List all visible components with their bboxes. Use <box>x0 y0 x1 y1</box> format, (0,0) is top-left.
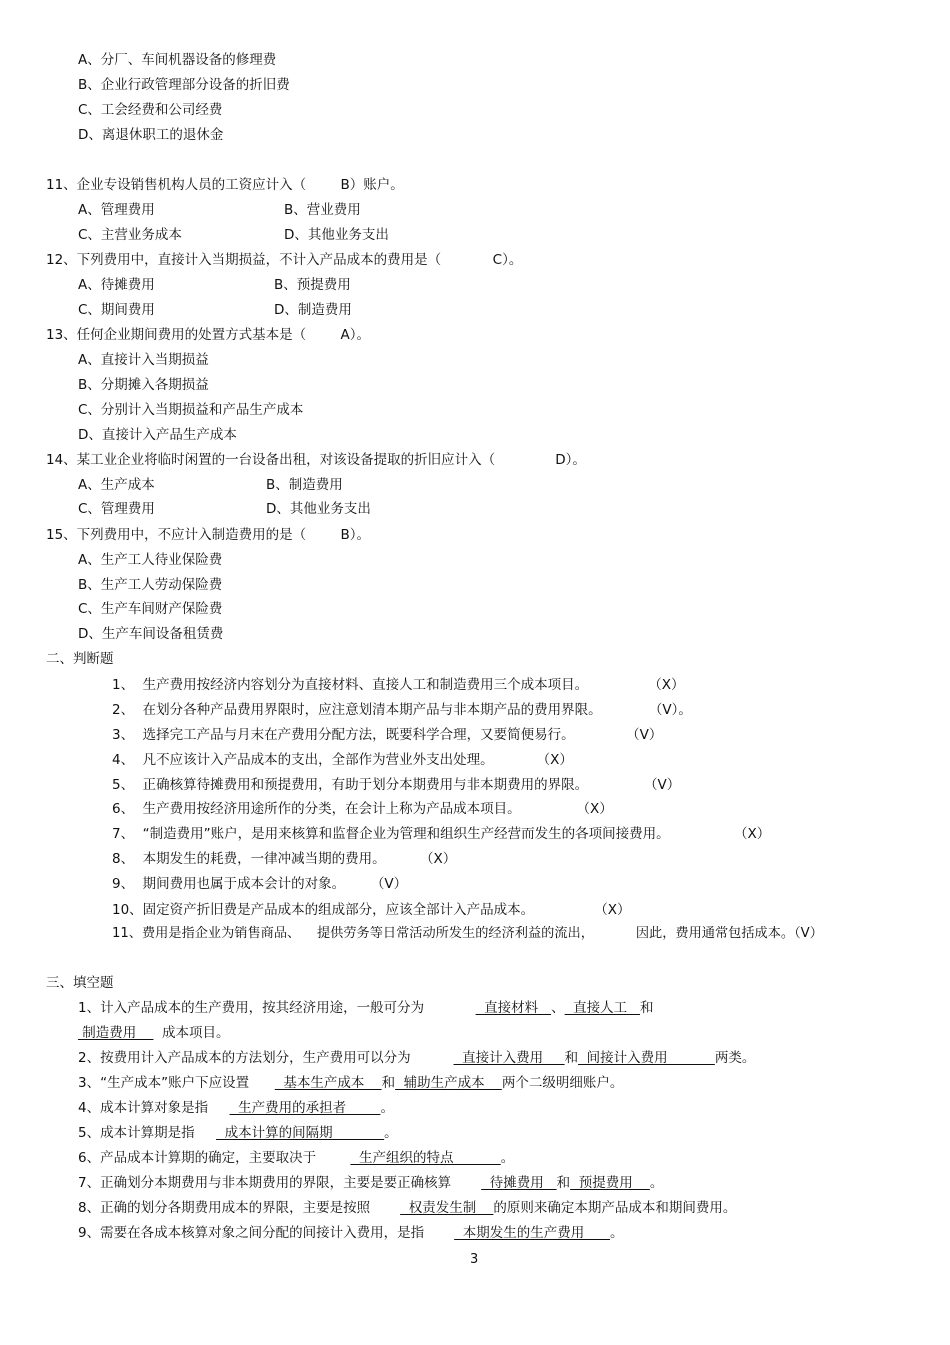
q15-option-d: D、生产车间设备租赁费 <box>78 626 224 642</box>
fill-item-8: 8、正确的划分各期费用成本的界限，主要是按照 权责发生制 的原则来确定本期产品成本和期间费用。 <box>78 1200 737 1216</box>
judge-item: 7、 “制造费用”账户，是用来核算和监督企业为管理和组织生产经营而发生的各项间接费用。 （X） <box>112 826 771 842</box>
q10-option-c: C、工会经费和公司经费 <box>78 102 223 118</box>
q12-option-b: B、预提费用 <box>274 277 351 293</box>
q15-option-a: A、生产工人待业保险费 <box>78 552 223 568</box>
q12-option-a: A、待摊费用 <box>78 277 155 293</box>
q13-option-b: B、分期摊入各期损益 <box>78 377 209 393</box>
q15-option-c: C、生产车间财产保险费 <box>78 601 223 617</box>
q11-option-a: A、管理费用 <box>78 202 155 218</box>
q13-option-c: C、分别计入当期损益和产品生产成本 <box>78 402 304 418</box>
judge-item: 2、 在划分各种产品费用界限时，应注意划清本期产品与非本期产品的费用界限。 （V）。 <box>112 702 692 718</box>
page-number: 3 <box>470 1252 479 1267</box>
q15-option-b: B、生产工人劳动保险费 <box>78 577 223 593</box>
q14-option-c: C、管理费用 <box>78 501 155 517</box>
fill-item-9: 9、需要在各成本核算对象之间分配的间接计入费用，是指 本期发生的生产费用 。 <box>78 1225 624 1241</box>
q12-stem: 12、下列费用中，直接计入当期损益，不计入产品成本的费用是（ C）。 <box>46 252 523 268</box>
fill-item-1-cont: 制造费用 成本项目。 <box>78 1025 230 1041</box>
q12-option-c: C、期间费用 <box>78 302 155 318</box>
fill-item-1: 1、计入产品成本的生产费用，按其经济用途，一般可分为 直接材料 、 直接人工 和 <box>78 1000 654 1016</box>
fill-item-4: 4、成本计算对象是指 生产费用的承担者 。 <box>78 1100 394 1116</box>
q10-option-b: B、企业行政管理部分设备的折旧费 <box>78 77 290 93</box>
q14-option-d: D、其他业务支出 <box>266 501 371 517</box>
q14-stem: 14、某工业企业将临时闲置的一台设备出租，对该设备提取的折旧应计入（ D）。 <box>46 452 586 468</box>
judge-item: 3、 选择完工产品与月末在产费用分配方法，既要科学合理，又要简便易行。 （V） <box>112 727 663 743</box>
judge-item: 5、 正确核算待摊费用和预提费用，有助于划分本期费用与非本期费用的界限。 （V） <box>112 777 681 793</box>
fill-item-3: 3、“生产成本”账户下应设置 基本生产成本 和 辅助生产成本 两个二级明细账户。 <box>78 1075 624 1091</box>
q11-option-d: D、其他业务支出 <box>284 227 389 243</box>
q13-stem: 13、任何企业期间费用的处置方式基本是（ A）。 <box>46 327 370 343</box>
q10-option-a: A、分厂、车间机器设备的修理费 <box>78 52 277 68</box>
q13-option-a: A、直接计入当期损益 <box>78 352 209 368</box>
judge-heading: 二、判断题 <box>46 651 114 667</box>
q10-option-d: D、离退休职工的退休金 <box>78 127 224 143</box>
fill-heading: 三、填空题 <box>46 975 114 991</box>
judge-item: 4、 凡不应该计入产品成本的支出，全部作为营业外支出处理。 （X） <box>112 752 573 768</box>
fill-item-6: 6、产品成本计算期的确定，主要取决于 生产组织的特点 。 <box>78 1150 515 1166</box>
q12-option-d: D、制造费用 <box>274 302 352 318</box>
fill-item-5: 5、成本计算期是指 成本计算的间隔期 。 <box>78 1125 398 1141</box>
q15-stem: 15、下列费用中，不应计入制造费用的是（ B）。 <box>46 527 371 543</box>
judge-item: 9、 期间费用也属于成本会计的对象。 （V） <box>112 876 408 892</box>
fill-item-2: 2、按费用计入产品成本的方法划分，生产费用可以分为 直接计入费用 和 间接计入费用 两类。 <box>78 1050 756 1066</box>
judge-item: 6、 生产费用按经济用途所作的分类，在会计上称为产品成本项目。 （X） <box>112 801 613 817</box>
q14-option-b: B、制造费用 <box>266 477 343 493</box>
q11-option-b: B、营业费用 <box>284 202 361 218</box>
judge-item: 10、固定资产折旧费是产品成本的组成部分，应该全部计入产品成本。 （X） <box>112 902 631 918</box>
q11-stem: 11、企业专设销售机构人员的工资应计入（ B）账户。 <box>46 177 404 193</box>
judge-item: 8、 本期发生的耗费，一律冲减当期的费用。 （X） <box>112 851 457 867</box>
q14-option-a: A、生产成本 <box>78 477 155 493</box>
q11-option-c: C、主营业务成本 <box>78 227 182 243</box>
q13-option-d: D、直接计入产品生产成本 <box>78 427 237 443</box>
fill-item-7: 7、正确划分本期费用与非本期费用的界限，主要是要正确核算 待摊费用 和 预提费用 。 <box>78 1175 664 1191</box>
judge-item: 11、费用是指企业为销售商品、 提供劳务等日常活动所发生的经济利益的流出， 因此，费用通常包括成本。（V） <box>112 926 823 941</box>
judge-item: 1、 生产费用按经济内容划分为直接材料、直接人工和制造费用三个成本项目。 （X） <box>112 677 685 693</box>
